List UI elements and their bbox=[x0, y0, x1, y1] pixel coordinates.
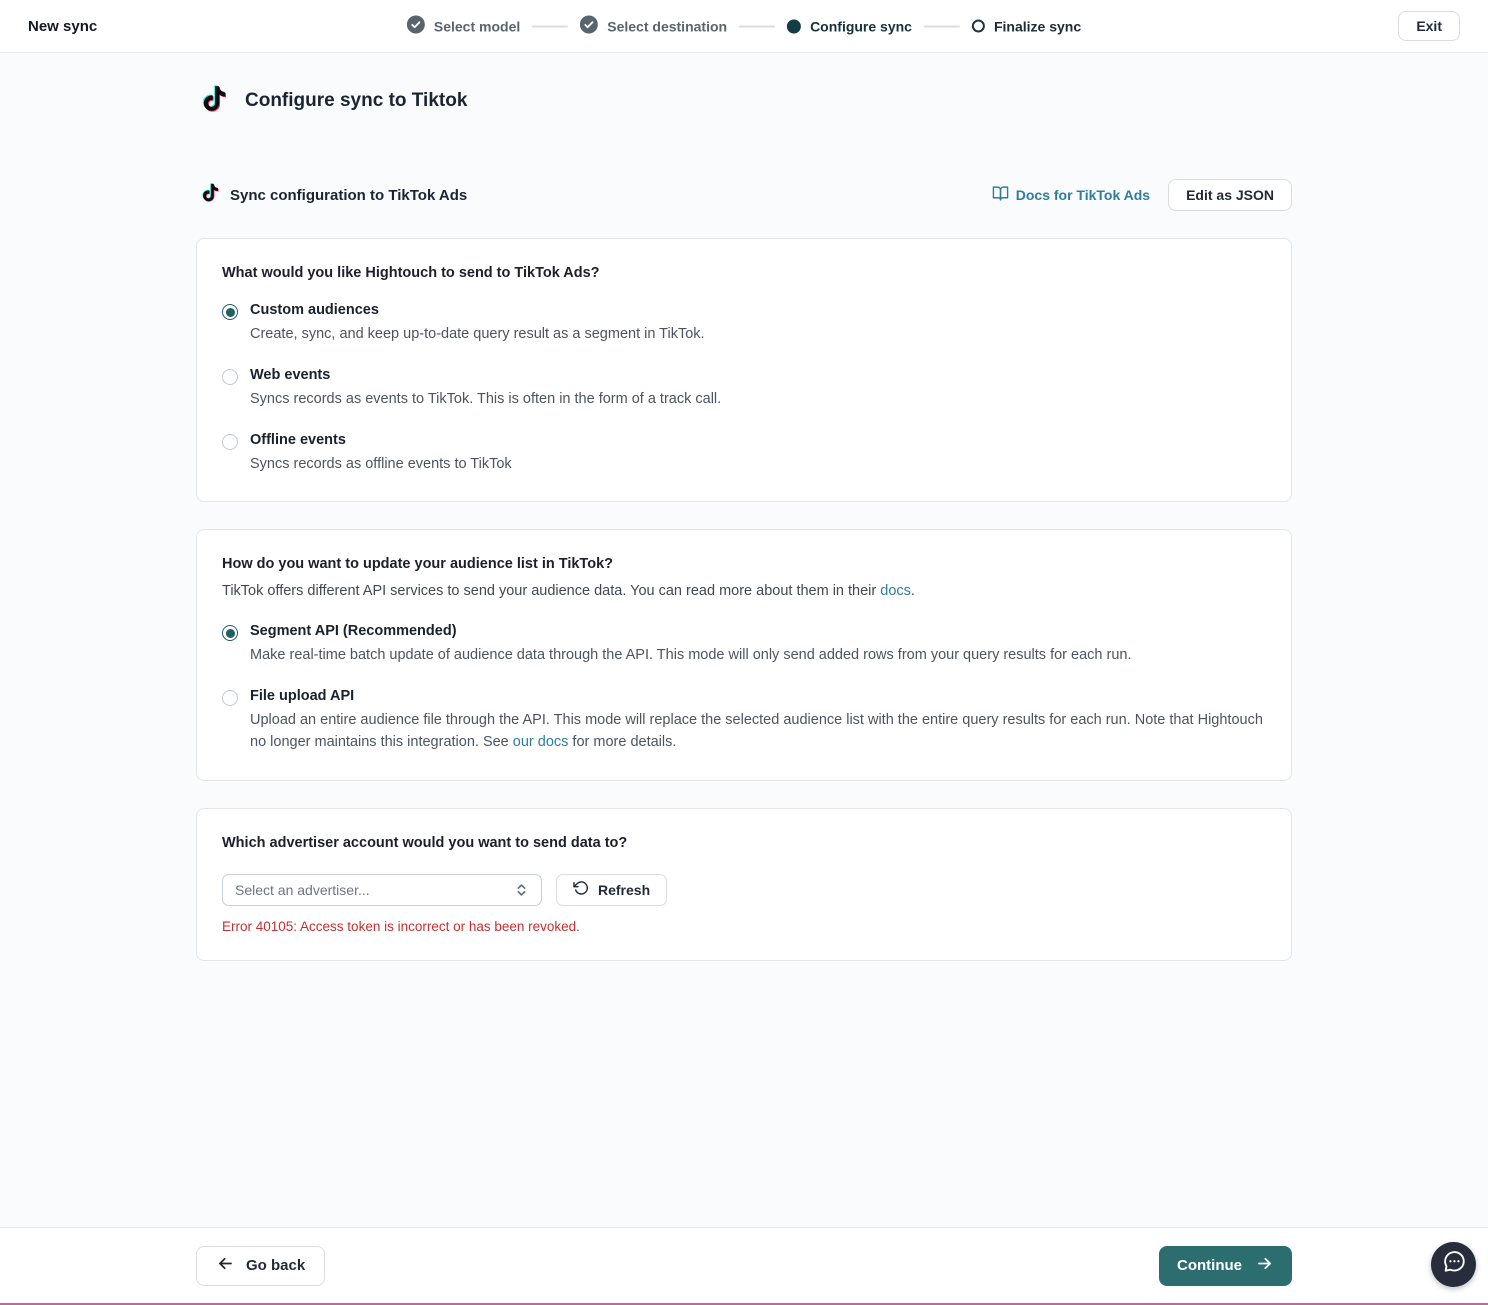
refresh-label: Refresh bbox=[598, 881, 651, 898]
tiktok-logo-icon bbox=[201, 85, 228, 117]
configure-sync-title: Configure sync to Tiktok bbox=[245, 90, 468, 111]
chat-widget-button[interactable] bbox=[1431, 1242, 1476, 1287]
option-description bbox=[250, 710, 1266, 754]
step-select-model[interactable] bbox=[407, 16, 520, 37]
tiktok-logo-icon bbox=[201, 183, 220, 207]
radio-button[interactable] bbox=[222, 304, 238, 320]
arrow-left-icon bbox=[216, 1254, 235, 1277]
option-description: Make real-time batch update of audience data through the API. This mode will only send added rows from your query results for each run. bbox=[250, 647, 1132, 664]
option-label[interactable]: Custom audiences bbox=[250, 302, 379, 318]
advertiser-select-placeholder: Select an advertiser... bbox=[235, 881, 370, 898]
error-message: Error 40105: Access token is incorrect or has been revoked. bbox=[222, 918, 580, 934]
tiktok-docs-link[interactable]: docs bbox=[880, 583, 911, 600]
footer-bar bbox=[0, 1227, 1488, 1303]
radio-option-file-upload-api[interactable] bbox=[222, 688, 1266, 754]
send-type-card bbox=[196, 238, 1292, 502]
step-label: Select destination bbox=[607, 18, 728, 34]
step-label: Select model bbox=[433, 18, 521, 34]
configure-sync-heading bbox=[196, 85, 1292, 117]
check-circle-icon bbox=[580, 16, 598, 37]
main-content bbox=[0, 53, 1488, 1227]
docs-link-label: Docs for TikTok Ads bbox=[1015, 187, 1151, 203]
our-docs-link[interactable]: our docs bbox=[512, 733, 569, 750]
radio-button[interactable] bbox=[222, 625, 238, 641]
update-mode-question: How do you want to update your audience list in TikTok? bbox=[222, 556, 613, 573]
book-open-icon bbox=[992, 185, 1009, 205]
refresh-icon bbox=[573, 880, 589, 899]
arrow-right-icon bbox=[1255, 1254, 1274, 1277]
exit-button[interactable]: Exit bbox=[1398, 11, 1460, 41]
option-label[interactable]: File upload API bbox=[250, 688, 355, 705]
edit-as-json-button[interactable]: Edit as JSON bbox=[1168, 179, 1292, 211]
up-down-chevrons-icon bbox=[514, 882, 529, 898]
advertiser-select[interactable] bbox=[222, 874, 542, 906]
intro-suffix: . bbox=[910, 583, 915, 600]
step-label: Configure sync bbox=[810, 18, 912, 34]
update-mode-intro bbox=[222, 581, 1266, 602]
option-description: Syncs records as offline events to TikTok bbox=[250, 455, 512, 472]
continue-label: Continue bbox=[1177, 1257, 1242, 1274]
empty-step-circle-icon bbox=[972, 20, 985, 33]
top-bar bbox=[0, 0, 1488, 53]
advertiser-card bbox=[196, 808, 1292, 961]
radio-option-custom-audiences[interactable] bbox=[222, 302, 1266, 346]
step-select-destination[interactable] bbox=[580, 16, 727, 37]
description-suffix: for more details. bbox=[568, 733, 677, 750]
option-description: Syncs records as events to TikTok. This is often in the form of a track call. bbox=[250, 390, 722, 407]
intro-text: TikTok offers different API services to send your audience data. You can read more about them in their bbox=[222, 583, 881, 600]
go-back-label: Go back bbox=[246, 1257, 306, 1274]
option-description: Create, sync, and keep up-to-date query result as a segment in TikTok. bbox=[250, 326, 705, 342]
step-finalize-sync bbox=[972, 18, 1081, 34]
update-mode-card bbox=[196, 529, 1292, 780]
chat-bubble-icon bbox=[1441, 1249, 1467, 1280]
radio-option-web-events[interactable] bbox=[222, 367, 1266, 411]
radio-option-offline-events[interactable] bbox=[222, 432, 1266, 476]
page-title: New sync bbox=[28, 17, 98, 35]
sync-configuration-header bbox=[196, 179, 1292, 211]
step-connector bbox=[924, 25, 960, 27]
radio-button[interactable] bbox=[222, 690, 238, 706]
radio-button[interactable] bbox=[222, 369, 238, 385]
option-label[interactable]: Offline events bbox=[250, 431, 346, 448]
refresh-button[interactable] bbox=[556, 874, 667, 906]
continue-button[interactable] bbox=[1159, 1246, 1292, 1286]
radio-option-segment-api[interactable] bbox=[222, 623, 1266, 667]
send-type-question: What would you like Hightouch to send to TikTok Ads? bbox=[222, 265, 600, 281]
advertiser-question: Which advertiser account would you want to send data to? bbox=[222, 834, 628, 851]
option-label[interactable]: Segment API (Recommended) bbox=[250, 623, 457, 640]
step-configure-sync bbox=[787, 18, 912, 34]
sync-stepper bbox=[407, 16, 1081, 37]
sync-configuration-title: Sync configuration to TikTok Ads bbox=[230, 186, 468, 204]
active-step-dot-icon bbox=[787, 19, 801, 33]
check-circle-icon bbox=[407, 16, 425, 37]
step-connector bbox=[739, 25, 775, 27]
description-prefix: Upload an entire audience file through the API. This mode will replace the selected audience list with the entire query results for each run. Note that Hightouch no longer maintains this integration. See bbox=[250, 712, 1263, 750]
step-connector bbox=[532, 25, 568, 27]
go-back-button[interactable] bbox=[196, 1246, 325, 1286]
step-label: Finalize sync bbox=[993, 18, 1082, 34]
option-label[interactable]: Web events bbox=[250, 366, 331, 383]
docs-link[interactable] bbox=[992, 185, 1150, 205]
radio-button[interactable] bbox=[222, 434, 238, 450]
